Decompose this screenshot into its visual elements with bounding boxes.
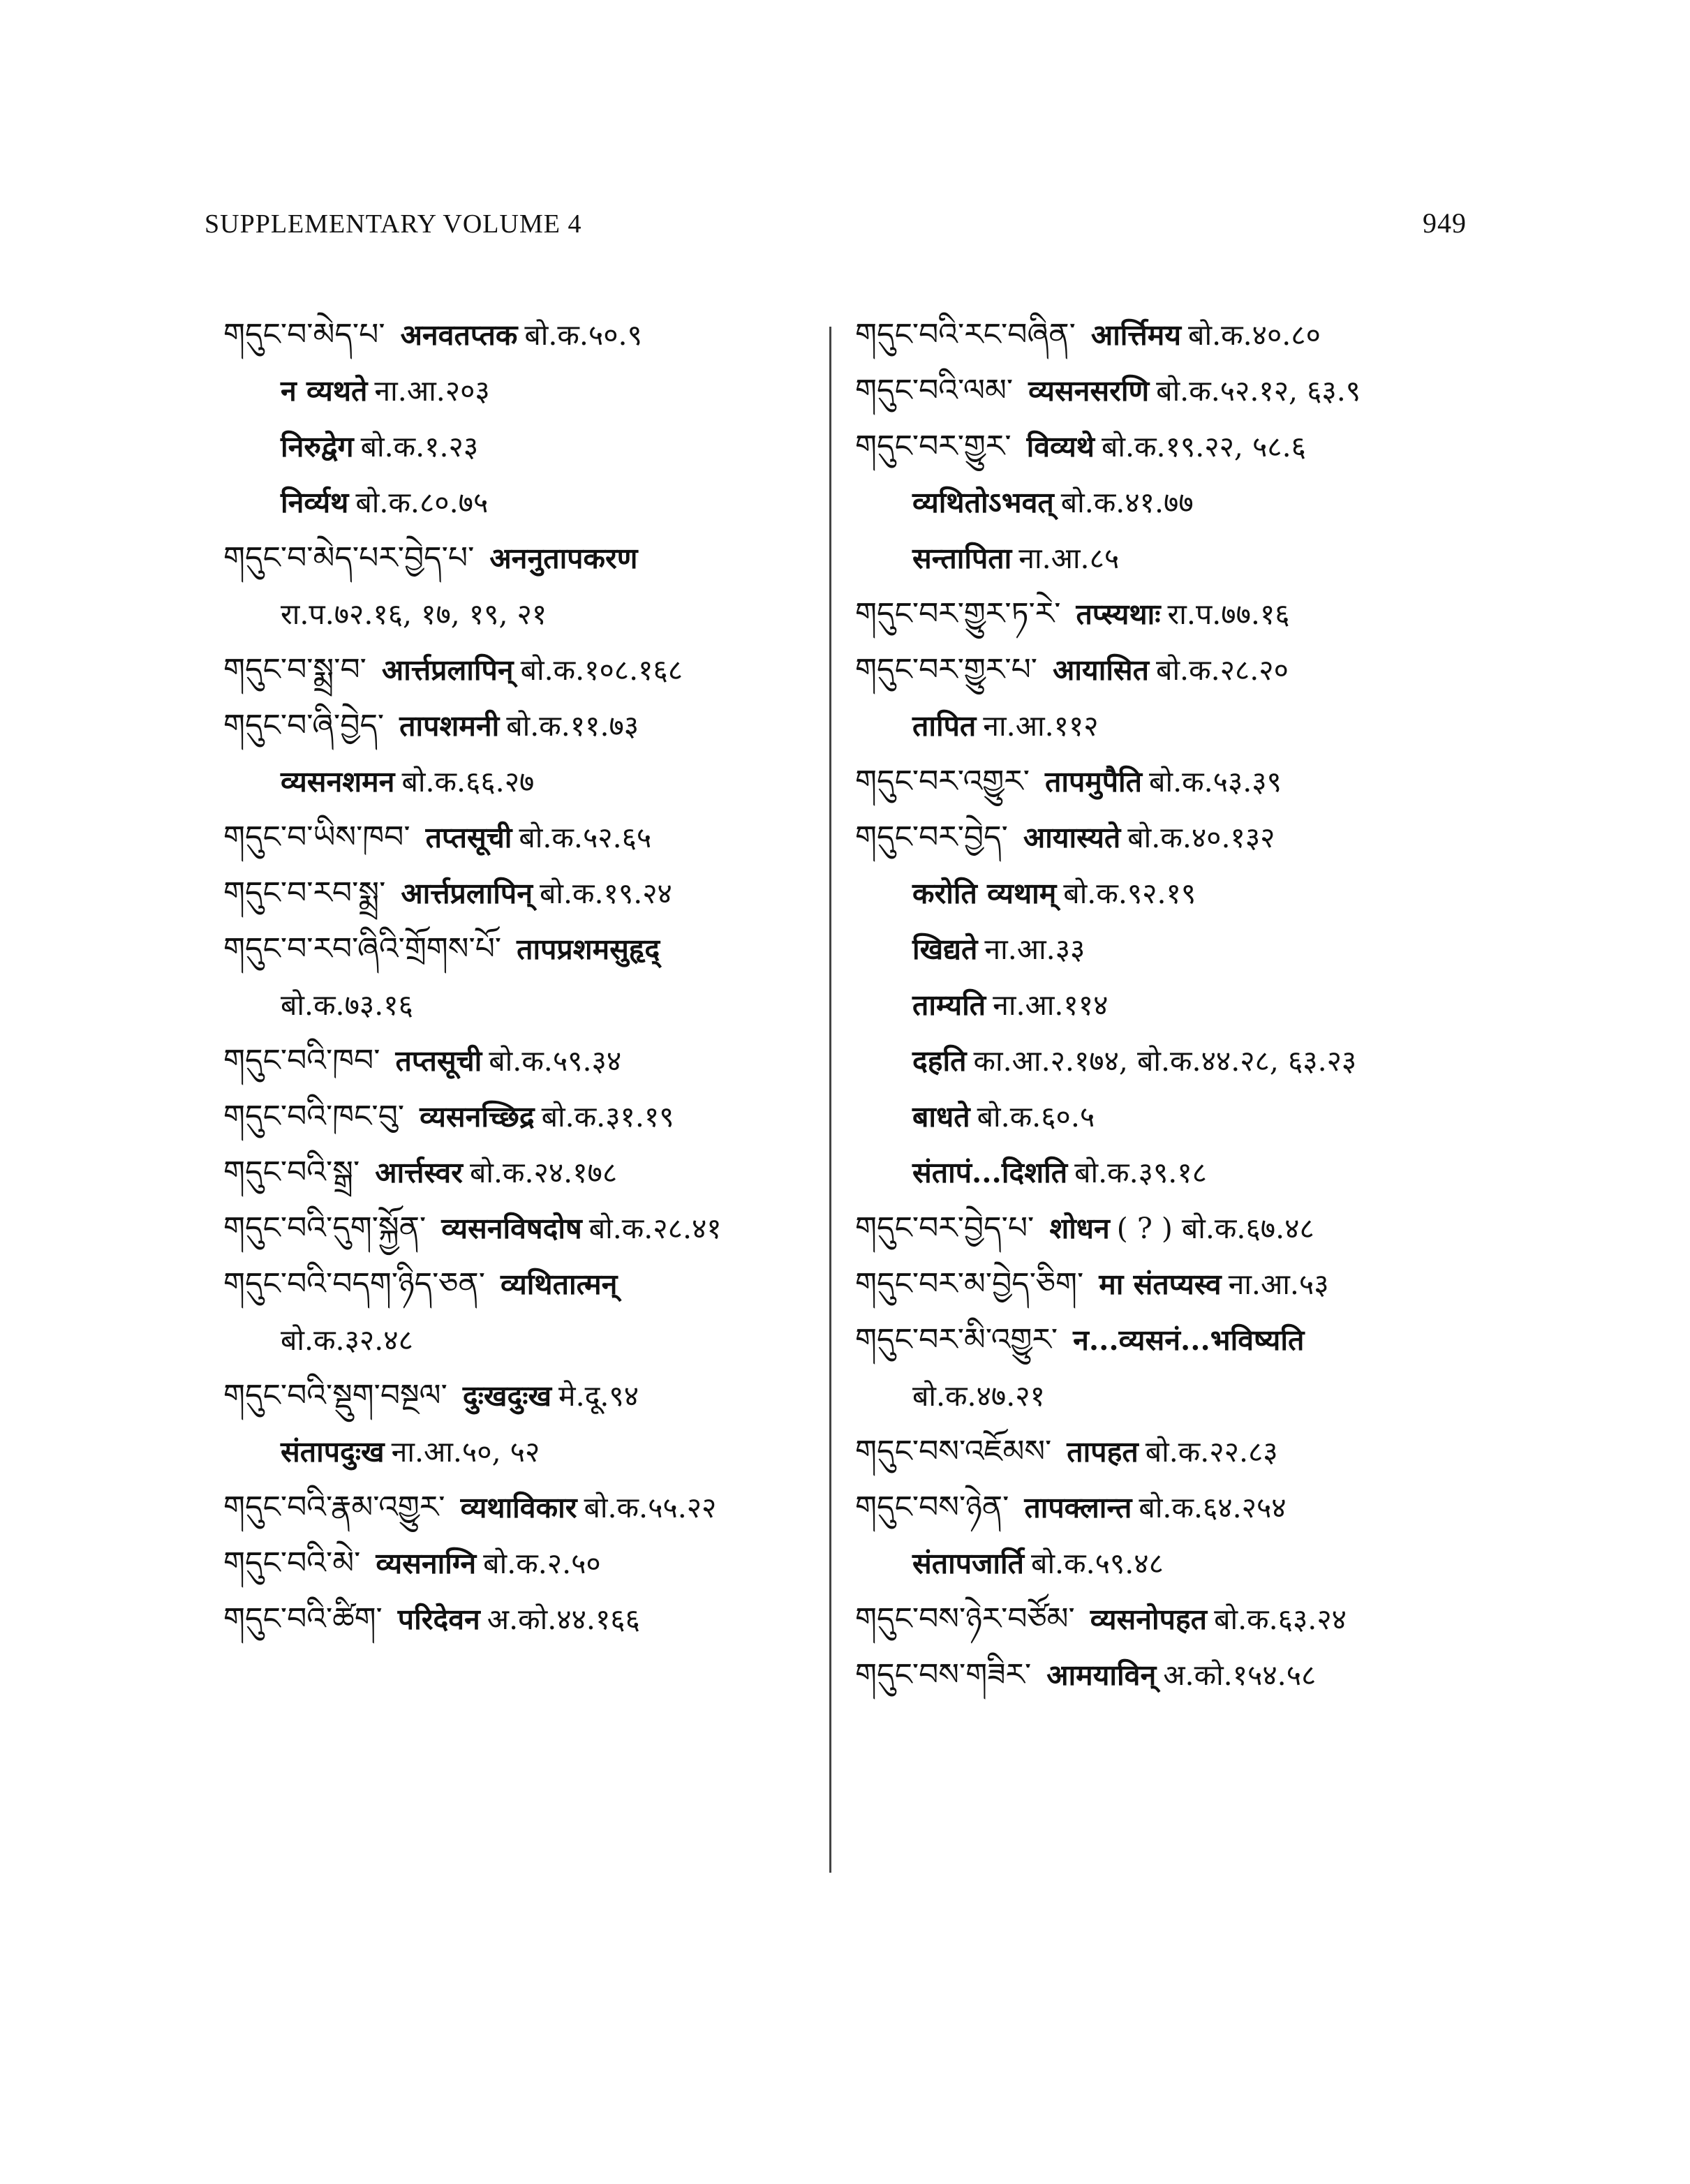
- source-reference: रा.प.७७.१६: [1167, 597, 1290, 631]
- sanskrit-equivalent: तापप्रशमसुहृद्: [517, 933, 660, 966]
- source-reference: बो.क.३९.१८: [1074, 1156, 1207, 1189]
- dictionary-entry: [223, 530, 817, 586]
- source-reference: बो.क.६०.५: [977, 1100, 1095, 1134]
- dictionary-entry: [855, 1312, 1469, 1368]
- source-reference: बो.क.५२.६५: [519, 821, 652, 854]
- sanskrit-equivalent: तापहत: [1067, 1435, 1139, 1469]
- dictionary-entry: [855, 1536, 1469, 1591]
- source-reference: ना.आ.११२: [983, 709, 1099, 743]
- tibetan-term: གདུང་བར་མི་འགྱུར་: [855, 1322, 1058, 1358]
- source-reference: बो.क.९२.१९: [1063, 877, 1196, 910]
- source-reference: बो.क.४०.१३२: [1127, 821, 1275, 854]
- source-reference: बो.क.१.२३: [360, 430, 479, 463]
- source-reference: बो.क.८०.७५: [355, 486, 489, 519]
- dictionary-entry: [855, 1201, 1469, 1256]
- dictionary-entry: [855, 642, 1469, 698]
- dictionary-entry: [223, 754, 817, 810]
- dictionary-entry: [855, 810, 1469, 866]
- source-reference: बो.क.३२.४८: [281, 1323, 413, 1357]
- sanskrit-equivalent: न...व्यसनं...भविष्यति: [1073, 1323, 1305, 1357]
- dictionary-entry: [855, 419, 1469, 475]
- source-reference: ना.आ.५०, ५२: [391, 1435, 540, 1469]
- dictionary-entry: [223, 475, 817, 530]
- dictionary-entry: [223, 810, 817, 866]
- tibetan-term: གདུང་བའི་རྣམ་འགྱུར་: [223, 1490, 445, 1525]
- tibetan-term: གདུང་བས་ཉེན་: [855, 1490, 1009, 1525]
- sanskrit-equivalent: आर्त्तस्वर: [375, 1156, 463, 1189]
- tibetan-term: གདུང་བ་རབ་ཞིའི་གྲོགས་པོ་: [223, 931, 502, 967]
- tibetan-term: གདུང་བའི་ལམ་: [855, 373, 1014, 408]
- source-reference: ना.आ.५३: [1228, 1268, 1329, 1301]
- sanskrit-equivalent: तप्तसूची: [395, 1044, 482, 1078]
- source-reference: बो.क.५५.२२: [584, 1491, 717, 1524]
- tibetan-term: གདུང་བ་ཞི་བྱེད་: [223, 708, 385, 743]
- dictionary-entry: [855, 1089, 1469, 1145]
- source-reference: बो.क.६३.२४: [1214, 1603, 1347, 1636]
- tibetan-term: གདུང་བར་མ་བྱེད་ཅིག་: [855, 1266, 1084, 1302]
- sanskrit-equivalent: दुःखदुःख: [462, 1379, 552, 1413]
- sanskrit-equivalent: तापशमनी: [399, 709, 500, 743]
- volume-title: SUPPLEMENTARY VOLUME 4: [205, 209, 582, 239]
- tibetan-term: གདུང་བའི་ཁབ་: [223, 1043, 380, 1078]
- sanskrit-equivalent: व्यसनशमन: [281, 765, 395, 798]
- tibetan-term: གདུང་བ་རབ་སྨྲ་: [223, 875, 386, 911]
- running-header: [205, 207, 1467, 239]
- sanskrit-equivalent: अनवतप्तक: [400, 318, 518, 352]
- sanskrit-equivalent: व्यसनाग्नि: [376, 1547, 477, 1580]
- sanskrit-equivalent: व्यसनच्छिद्र: [420, 1100, 535, 1134]
- page-number: 949: [1423, 207, 1467, 239]
- source-reference: बो.क.६४.२५४: [1139, 1491, 1287, 1524]
- dictionary-entry: [223, 698, 817, 754]
- source-reference: ( ? ) बो.क.६७.४८: [1116, 1212, 1314, 1245]
- sanskrit-equivalent: तापित: [912, 709, 977, 743]
- sanskrit-equivalent: संतापदुःख: [281, 1435, 385, 1469]
- dictionary-entry: [223, 363, 817, 419]
- sanskrit-equivalent: ताम्यति: [912, 988, 986, 1022]
- dictionary-entry: [855, 1480, 1469, 1536]
- dictionary-entry: [223, 1480, 817, 1536]
- tibetan-term: གདུང་བའི་བདག་ཉིད་ཅན་: [223, 1266, 485, 1302]
- sanskrit-equivalent: तप्तसूची: [425, 821, 512, 854]
- source-reference: बो.क.२.५०: [483, 1547, 601, 1580]
- source-reference: बो.क.२४.१७८: [469, 1156, 618, 1189]
- sanskrit-equivalent: निरुद्वेग: [281, 430, 354, 463]
- tibetan-term: གདུང་བར་བྱེད་: [855, 819, 1008, 855]
- source-reference: बो.क.५०.९: [524, 318, 642, 352]
- source-reference: का.आ.२.१७४, बो.क.४४.२८, ६३.२३: [973, 1044, 1357, 1078]
- tibetan-term: གདུང་བའི་ཚིག་: [223, 1601, 383, 1637]
- sanskrit-equivalent: व्यथाविकार: [460, 1491, 577, 1524]
- sanskrit-equivalent: बाधते: [912, 1100, 970, 1134]
- source-reference: बो.क.२८.४१: [588, 1212, 722, 1245]
- dictionary-entry: [223, 1424, 817, 1480]
- tibetan-term: གདུང་བའི་སྒྲ་: [223, 1154, 360, 1190]
- source-reference: बो.क.६६.२७: [401, 765, 535, 798]
- dictionary-entry: [223, 1536, 817, 1591]
- tibetan-term: གདུང་བར་གྱུར་ཏ་རེ་: [855, 596, 1061, 632]
- source-reference: बो.क.५३.३९: [1149, 765, 1282, 798]
- dictionary-entry: [855, 1647, 1469, 1703]
- dictionary-entry: [223, 1312, 817, 1368]
- sanskrit-equivalent: करोति व्यथाम्: [912, 877, 1057, 910]
- tibetan-term: གདུང་བའི་ཁང་བུ་: [223, 1099, 405, 1134]
- tibetan-term: གདུང་བར་འགྱུར་: [855, 764, 1030, 799]
- dictionary-entry: [223, 419, 817, 475]
- tibetan-term: གདུང་བར་གྱུར་པ་: [855, 652, 1038, 688]
- dictionary-entry: [223, 1033, 817, 1089]
- tibetan-term: གདུང་བ་མེད་པ་: [223, 317, 385, 352]
- tibetan-term: གདུང་བས་ཉེར་བཙོམ་: [855, 1601, 1075, 1637]
- dictionary-entry: [223, 866, 817, 921]
- dictionary-entry: [855, 363, 1469, 419]
- source-reference: बो.क.३१.१९: [541, 1100, 674, 1134]
- dictionary-entry: [855, 475, 1469, 530]
- dictionary-entry: [223, 307, 817, 363]
- sanskrit-equivalent: तापक्लान्त: [1024, 1491, 1132, 1524]
- source-reference: बो.क.२८.२०: [1156, 653, 1289, 687]
- source-reference: बो.क.४१.७७: [1060, 486, 1194, 519]
- source-reference: बो.क.१९.२२, ५८.६: [1102, 430, 1306, 463]
- dictionary-entry: [855, 307, 1469, 363]
- dictionary-entry: [855, 1368, 1469, 1424]
- tibetan-term: གདུང་བ་ཡིས་ཁབ་: [223, 819, 410, 855]
- dictionary-entry: [855, 1424, 1469, 1480]
- sanskrit-equivalent: व्यथितात्मन्: [500, 1268, 618, 1301]
- dictionary-entry: [223, 642, 817, 698]
- source-reference: बो.क.४७.२१: [912, 1379, 1045, 1413]
- sanskrit-equivalent: आर्त्तिमय: [1090, 318, 1182, 352]
- dictionary-entry: [223, 586, 817, 642]
- sanskrit-equivalent: व्यसनोपहत: [1090, 1603, 1208, 1636]
- sanskrit-equivalent: आर्त्तप्रलापिन्: [381, 653, 514, 687]
- sanskrit-equivalent: न व्यथते: [281, 374, 368, 408]
- dictionary-entry: [855, 1033, 1469, 1089]
- source-reference: बो.क.५२.१२, ६३.९: [1156, 374, 1361, 408]
- sanskrit-equivalent: खिद्यते: [912, 933, 978, 966]
- dictionary-entry: [855, 754, 1469, 810]
- tibetan-term: གདུང་བར་བྱེད་པ་: [855, 1210, 1035, 1246]
- source-reference: बो.क.११.७३: [506, 709, 639, 743]
- dictionary-entry: [855, 977, 1469, 1033]
- source-reference: बो.क.१९.२४: [539, 877, 672, 910]
- dictionary-entry: [223, 1089, 817, 1145]
- dictionary-entry: [855, 866, 1469, 921]
- source-reference: मे.दू.९४: [558, 1379, 639, 1413]
- source-reference: बो.क.७३.१६: [281, 988, 413, 1022]
- sanskrit-equivalent: विव्यथे: [1026, 430, 1095, 463]
- dictionary-entry: [223, 1145, 817, 1201]
- dictionary-entry: [223, 977, 817, 1033]
- sanskrit-equivalent: व्यसनविषदोष: [441, 1212, 582, 1245]
- sanskrit-equivalent: परिदेवन: [397, 1603, 480, 1636]
- sanskrit-equivalent: सन्तापिता: [912, 542, 1012, 575]
- sanskrit-equivalent: आमयाविन्: [1046, 1658, 1157, 1692]
- tibetan-term: གདུང་བའི་སྡུག་བསྔལ་: [223, 1378, 447, 1413]
- tibetan-term: གདུང་བ་མེད་པར་བྱེད་པ་: [223, 540, 475, 576]
- sanskrit-equivalent: शोधन: [1049, 1212, 1110, 1245]
- sanskrit-equivalent: निर्व्यथ: [281, 486, 349, 519]
- sanskrit-equivalent: व्यसनसरणि: [1028, 374, 1150, 408]
- left-column: [223, 307, 817, 1647]
- sanskrit-equivalent: आयास्यते: [1023, 821, 1121, 854]
- dictionary-entry: [223, 1256, 817, 1312]
- sanskrit-equivalent: आर्त्तप्रलापिन्: [401, 877, 533, 910]
- source-reference: अ.को.१५४.५८: [1163, 1658, 1317, 1692]
- sanskrit-equivalent: संतापजार्ति: [912, 1547, 1025, 1580]
- sanskrit-equivalent: दहति: [912, 1044, 967, 1078]
- source-reference: बो.क.५९.३४: [489, 1044, 622, 1078]
- tibetan-term: གདུང་བའི་རང་བཞིན་: [855, 317, 1076, 352]
- tibetan-term: གདུང་བའི་དུག་སྐྱོན་: [223, 1210, 427, 1246]
- dictionary-entry: [855, 921, 1469, 977]
- dictionary-entry: [223, 1591, 817, 1647]
- source-reference: ना.आ.२०३: [374, 374, 490, 408]
- sanskrit-equivalent: संतापं...दिशति: [912, 1156, 1068, 1189]
- dictionary-entry: [855, 586, 1469, 642]
- dictionary-entry: [855, 530, 1469, 586]
- dictionary-entry: [855, 1256, 1469, 1312]
- dictionary-entry: [223, 1201, 817, 1256]
- source-reference: बो.क.२२.८३: [1145, 1435, 1278, 1469]
- dictionary-entry: [855, 1145, 1469, 1201]
- right-column: [855, 307, 1469, 1703]
- tibetan-term: གདུང་བའི་མེ་: [223, 1545, 361, 1581]
- sanskrit-equivalent: मा संतप्यस्व: [1099, 1268, 1222, 1301]
- source-reference: ना.आ.८५: [1018, 542, 1120, 575]
- source-reference: अ.को.४४.१६६: [487, 1603, 640, 1636]
- source-reference: बो.क.५९.४८: [1031, 1547, 1164, 1580]
- source-reference: रा.प.७२.१६, १७, १९, २१: [281, 597, 547, 631]
- sanskrit-equivalent: तापमुपैति: [1044, 765, 1143, 798]
- tibetan-term: གདུང་བ་སྨྲ་བ་: [223, 652, 366, 688]
- dictionary-entry: [855, 698, 1469, 754]
- source-reference: बो.क.४०.८०: [1188, 318, 1321, 352]
- tibetan-term: གདུང་བར་གྱུར་: [855, 429, 1011, 464]
- sanskrit-equivalent: अननुतापकरण: [489, 542, 638, 575]
- source-reference: ना.आ.३३: [984, 933, 1085, 966]
- dictionary-entry: [223, 921, 817, 977]
- dictionary-entry: [223, 1368, 817, 1424]
- tibetan-term: གདུང་བས་གཟིར་: [855, 1657, 1032, 1693]
- column-divider: [829, 327, 831, 1873]
- sanskrit-equivalent: तप्स्यथाः: [1076, 597, 1161, 631]
- source-reference: बो.क.१०८.१६८: [520, 653, 683, 687]
- source-reference: ना.आ.११४: [993, 988, 1109, 1022]
- dictionary-entry: [855, 1591, 1469, 1647]
- tibetan-term: གདུང་བས་འཇོམས་: [855, 1434, 1052, 1469]
- sanskrit-equivalent: व्यथितोऽभवत्: [912, 486, 1054, 519]
- sanskrit-equivalent: आयासित: [1053, 653, 1150, 687]
